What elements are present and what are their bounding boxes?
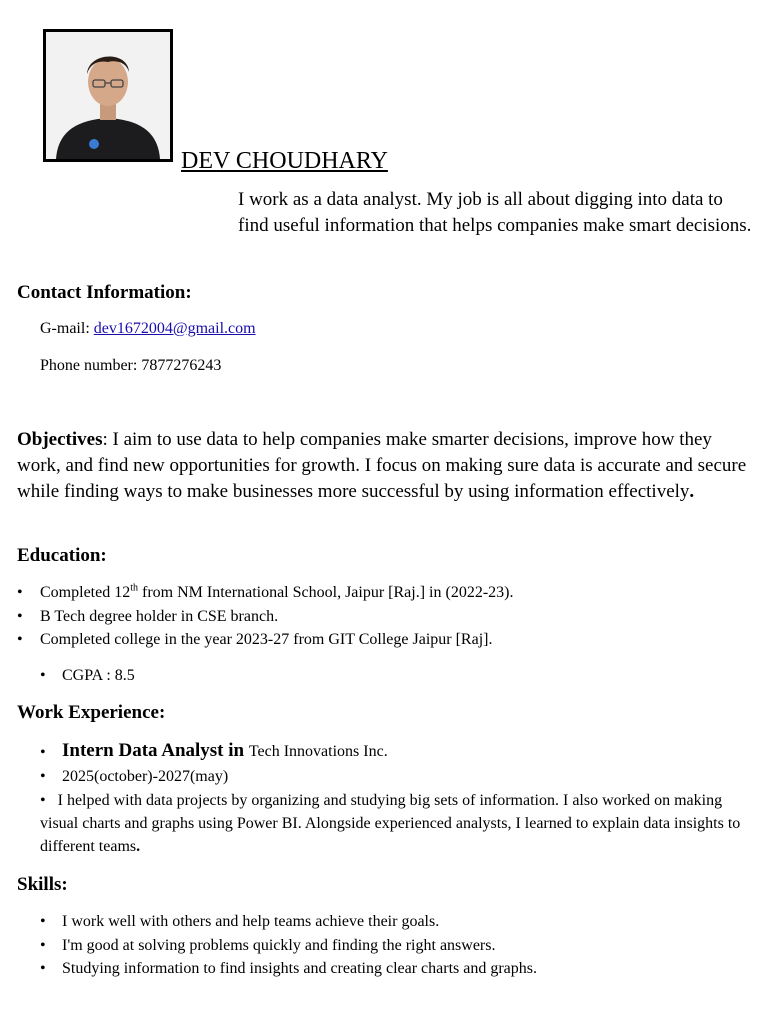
bullet-icon: • (40, 792, 46, 809)
bullet-icon: • (40, 768, 46, 785)
candidate-name: DEV CHOUDHARY (181, 148, 388, 174)
education-item-cgpa: CGPA : 8.5 (62, 667, 135, 684)
bullet-icon: • (17, 584, 23, 601)
work-role-line (62, 739, 388, 763)
bullet-icon: • (40, 667, 46, 684)
gmail-label: G-mail: (40, 320, 94, 337)
intro-summary: I work as a data analyst. My job is all about digging into data to find useful information that helps companies make smart decisions. (238, 189, 752, 236)
objectives-paragraph (17, 427, 757, 505)
bullet-icon: • (40, 744, 46, 761)
bullet-icon: • (17, 608, 23, 625)
gmail-line (40, 319, 256, 339)
bullet-icon: • (40, 913, 46, 930)
objectives-text: : I aim to use data to help companies make smarter decisions, improve how they work, and find new opportunities for growth. I focus on making sure data is accurate and secure while finding ways to make businesses more successful by using information effectively (17, 429, 747, 502)
education-item-school-post: from NM International School, Jaipur [Raj.] in (2022-23). (138, 584, 514, 601)
skill-item: Studying information to find insights and creating clear charts and graphs. (62, 960, 537, 977)
work-role: Intern Data Analyst in (62, 740, 249, 761)
objectives-label: Objectives (17, 429, 103, 450)
work-description-text: I helped with data projects by organizing and studying big sets of information. I also worked on making visual charts and graphs using Power BI. Alongside experienced analysts, I learned to explain data insights to different teams (40, 792, 741, 855)
education-item-school-pre: Completed 12 (40, 584, 131, 601)
education-item-school-sup: th (130, 582, 138, 594)
skill-item: I work well with others and help teams achieve their goals. (62, 913, 440, 930)
skills-heading: Skills: (17, 874, 68, 895)
person-avatar-icon (46, 32, 170, 159)
contact-heading: Contact Information: (17, 282, 192, 303)
phone-value: 7877276243 (141, 357, 222, 374)
profile-photo (43, 29, 173, 162)
education-heading: Education: (17, 545, 107, 566)
work-company: Tech Innovations Inc. (248, 743, 388, 760)
education-item-school (40, 581, 513, 604)
phone-label: Phone number: (40, 357, 142, 374)
education-item-college: Completed college in the year 2023-27 from GIT College Jaipur [Raj]. (40, 631, 493, 648)
work-period: 2025(october)-2027(may) (62, 768, 229, 785)
phone-line (40, 356, 221, 376)
bullet-icon: • (40, 937, 46, 954)
bullet-icon: • (17, 631, 23, 648)
work-description (40, 789, 750, 858)
gmail-link[interactable]: dev1672004@gmail.com (93, 320, 256, 337)
bullet-icon: • (40, 960, 46, 977)
objectives-end: . (689, 481, 695, 502)
work-description-end: . (136, 838, 141, 855)
education-item-degree: B Tech degree holder in CSE branch. (40, 608, 279, 625)
work-heading: Work Experience: (17, 702, 166, 723)
skill-item: I'm good at solving problems quickly and finding the right answers. (62, 937, 496, 954)
